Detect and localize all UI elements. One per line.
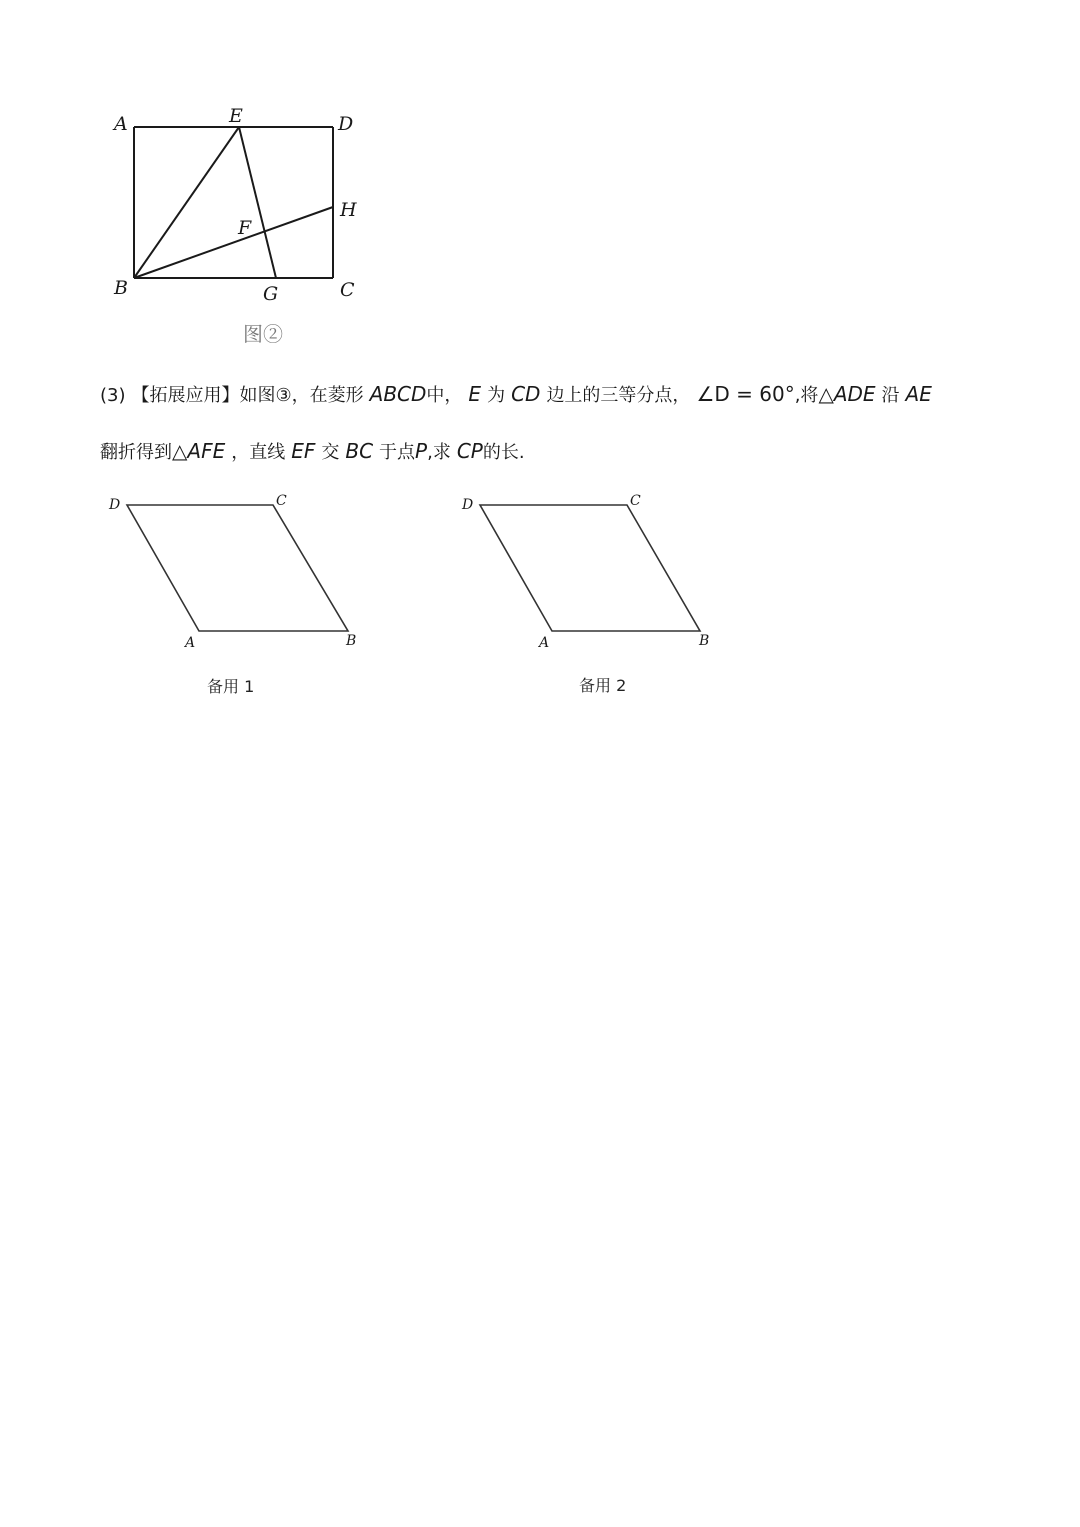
spare-figure-1 <box>100 485 380 665</box>
label-b: B <box>346 633 357 649</box>
label-d: D <box>109 497 121 513</box>
problem-number: (3) <box>100 385 126 406</box>
math-triangle-ade: △ADE <box>818 382 876 406</box>
label-b: B <box>699 633 710 649</box>
math-ae: AE <box>905 382 932 406</box>
section-title: 【拓展应用】 <box>131 385 240 406</box>
label-c: C <box>340 279 355 301</box>
text-segment: 沿 <box>881 385 900 406</box>
text-segment: 如图③，在菱形 <box>239 385 364 406</box>
label-e: E <box>229 105 243 127</box>
label-b: B <box>114 277 128 299</box>
label-d: D <box>338 113 354 135</box>
spare-figure-2 <box>455 485 735 665</box>
text-segment: ,求 <box>427 442 451 463</box>
math-abcd: ABCD <box>369 382 427 406</box>
spare-2-caption: 备用 2 <box>579 676 627 695</box>
label-h: H <box>340 199 357 221</box>
math-ef: EF <box>291 439 316 463</box>
figure-2-caption: 图② <box>243 322 283 346</box>
text-segment: 边上的三等分点， <box>546 385 691 406</box>
problem-3-line-1 <box>100 380 932 410</box>
math-e: E <box>468 382 482 406</box>
rhombus-abcd <box>480 505 700 631</box>
text-segment: 中， <box>426 385 463 406</box>
label-a: A <box>114 113 128 135</box>
text-segment: 为 <box>487 385 506 406</box>
text-segment: 于点 <box>379 442 416 463</box>
label-c: C <box>276 493 287 509</box>
math-cp: CP <box>456 439 483 463</box>
text-segment: ，直线 <box>231 442 286 463</box>
label-f: F <box>238 217 252 239</box>
label-d: D <box>462 497 474 513</box>
problem-3-line-2 <box>100 437 525 467</box>
text-segment: 的长. <box>482 442 525 463</box>
segment-be <box>134 127 239 278</box>
text-segment: ,将 <box>794 385 819 406</box>
math-p: P <box>415 439 428 463</box>
math-angle-d: ∠D = 60° <box>696 382 795 406</box>
label-g: G <box>263 283 279 305</box>
text-segment: 翻折得到 <box>100 442 172 463</box>
spare-1-caption: 备用 1 <box>207 677 255 696</box>
text-segment: 交 <box>321 442 340 463</box>
math-triangle-afe: △AFE <box>172 439 226 463</box>
math-bc: BC <box>345 439 374 463</box>
label-c: C <box>630 493 641 509</box>
segment-eg <box>239 127 276 278</box>
label-a: A <box>539 635 550 651</box>
segment-bh <box>134 207 333 278</box>
label-a: A <box>185 635 196 651</box>
figure-2 <box>100 100 400 360</box>
rhombus-abcd <box>127 505 348 631</box>
math-cd: CD <box>511 382 541 406</box>
